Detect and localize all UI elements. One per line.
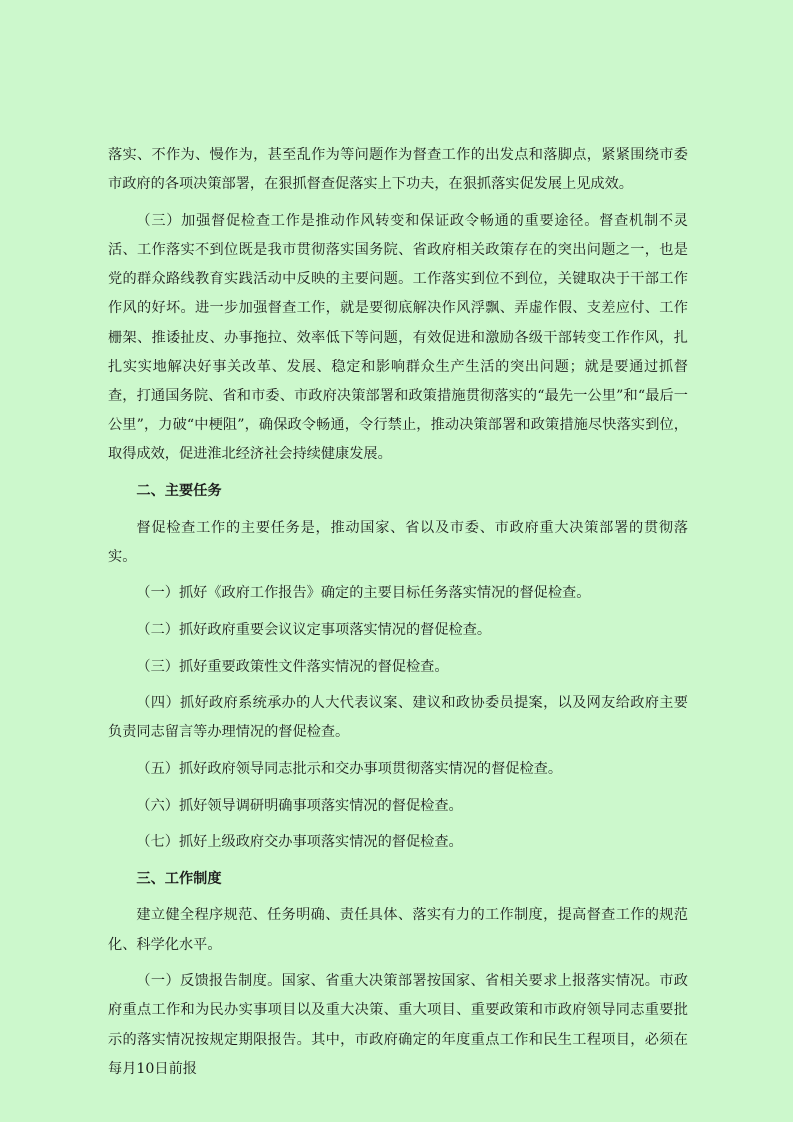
paragraph-continuation: 落实、不作为、慢作为，甚至乱作为等问题作为督查工作的出发点和落脚点，紧紧围绕市委市政府的各项决策部署，在狠抓督查促落实上下功夫，在狠抓落实促发展上见成效。 — [108, 147, 688, 193]
paragraph-work-system-intro: 建立健全程序规范、任务明确、责任具体、落实有力的工作制度，提高督查工作的规范化、科学化水平。 — [108, 907, 688, 953]
task-item-1: （一）抓好《政府工作报告》确定的主要目标任务落实情况的督促检查。 — [136, 585, 591, 602]
task-item-6: （六）抓好领导调研明确事项落实情况的督促检查。 — [136, 797, 463, 814]
paragraph-feedback-system: （一）反馈报告制度。国家、省重大决策部署按国家、省相关要求上报落实情况。市政府重点工作和为民办实事项目以及重大决策、重大项目、重要政策和市政府领导同志重要批示的落实情况按规定期限报告。其中，市政府确定的年度重点工作和民生工程项目，必须在每月10日前报 — [108, 973, 688, 1077]
task-item-4: （四）抓好政府系统承办的人大代表议案、建议和政协委员提案，以及网友给政府主要负责同志留言等办理情况的督促检查。 — [108, 695, 688, 741]
paragraph-point-3: （三）加强督促检查工作是推动作风转变和保证政令畅通的重要途径。督查机制不灵活、工作落实不到位既是我市贯彻落实国务院、省政府相关政策存在的突出问题之一，也是党的群众路线教育实践活动中反映的主要问题。工作落实到位不到位，关键取决于干部工作作风的好坏。进一步加强督查工作，就是要彻底解决作风浮飘、弄虚作假、支差应付、工作栅架、推诿扯皮、办事拖拉、效率低下等问题，有效促进和激励各级干部转变工作作风，扎扎实实地解决好事关改革、发展、稳定和影响群众生产生活的突出问题；就是要通过抓督查，打通国务院、省和市委、市政府决策部署和政策措施贯彻落实的“最先一公里”和“最后一公里”，力破“中梗阻”，确保政令畅通，令行禁止，推动决策部署和政策措施尽快落实到位，取得成效，促进淮北经济社会持续健康发展。 — [108, 212, 688, 463]
section-heading-work-system: 三、工作制度 — [136, 870, 222, 887]
task-item-2: （二）抓好政府重要会议议定事项落实情况的督促检查。 — [136, 622, 492, 638]
task-item-3: （三）抓好重要政策性文件落实情况的督促检查。 — [136, 658, 449, 675]
task-item-5: （五）抓好政府领导同志批示和交办事项贯彻落实情况的督促检查。 — [136, 760, 563, 777]
paragraph-tasks-intro: 督促检查工作的主要任务是，推动国家、省以及市委、市政府重大决策部署的贯彻落实。 — [108, 519, 688, 565]
section-heading-main-tasks: 二、主要任务 — [136, 483, 222, 500]
task-item-7: （七）抓好上级政府交办事项落实情况的督促检查。 — [136, 834, 463, 851]
document-body — [108, 141, 688, 1091]
